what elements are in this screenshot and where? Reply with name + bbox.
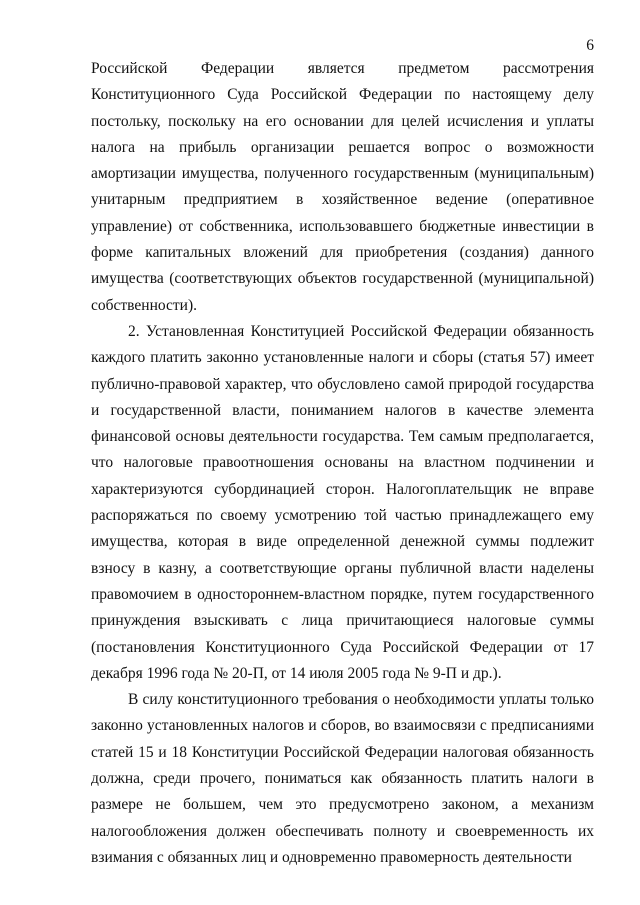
paragraph-3: В силу конституционного требования о необходимости уплаты только законно установленных налогов и сборов, во взаимосвязи с предписаниями статей 15 и 18 Конституции Российской Федерации налоговая обязанность должна, среди прочего, пониматься как обязанность платить налоги в размере не большем, чем это предусмотрено законом, а механизм налогообложения должен обеспечивать полноту и своевременность их взимания с обязанных лиц и одновременно правомерность деятельности	[91, 691, 594, 866]
document-body	[91, 56, 594, 871]
page-number: 6	[586, 37, 594, 54]
paragraph-2: 2. Установленная Конституцией Российской Федерации обязанность каждого платить законно установленные налоги и сборы (статья 57) имеет публично-правовой характер, что обусловлено самой природой государства и государственной власти, пониманием налогов в качестве элемента финансовой основы деятельности государства. Тем самым предполагается, что налоговые правоотношения основаны на властном подчинении и характеризуются субординацией сторон. Налогоплательщик не вправе распоряжаться по своему усмотрению той частью принадлежащего ему имущества, которая в виде определенной денежной суммы подлежит взносу в казну, а соответствующие органы публичной власти наделены правомочием в одностороннем-властном порядке, путем государственного принуждения взыскивать с лица причитающиеся налоговые суммы (постановления Конституционного Суда Российской Федерации от 17 декабря 1996 года № 20-П, от 14 июля 2005 года № 9-П и др.).	[91, 322, 594, 682]
paragraph-1: Российской Федерации является предметом рассмотрения Конституционного Суда Российской Федерации по настоящему делу постольку, поскольку на его основании для целей исчисления и уплаты налога на прибыль организации решается вопрос о возможности амортизации имущества, полученного государственным (муниципальным) унитарным предприятием в хозяйственное ведение (оперативное управление) от собственника, использовавшего бюджетные инвестиции в форме капитальных вложений для приобретения (создания) данного имущества (соответствующих объектов государственной (муниципальной) собственности).	[91, 60, 594, 314]
